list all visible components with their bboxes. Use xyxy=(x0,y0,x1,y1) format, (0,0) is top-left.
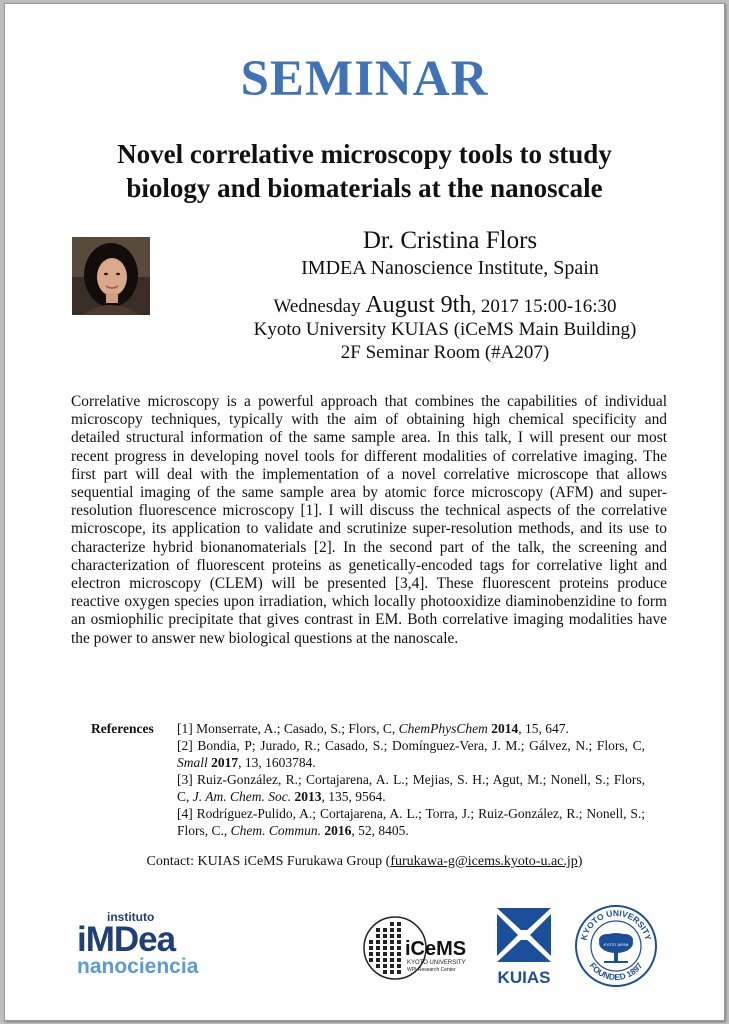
speaker-portrait-image xyxy=(72,237,150,315)
icems-logo-dot xyxy=(390,928,394,932)
imdea-logo-sub: nanociencia xyxy=(77,955,199,978)
icems-logo-dot xyxy=(376,964,380,968)
kuias-logo xyxy=(489,906,559,988)
icems-logo-dot xyxy=(383,946,387,950)
icems-logo-dot xyxy=(369,946,373,950)
speaker-photo xyxy=(72,237,150,315)
references-label: References xyxy=(91,721,154,736)
speaker-name: Dr. Cristina Flors xyxy=(362,227,538,254)
room: 2F Seminar Room (#A207) xyxy=(340,342,550,363)
icems-logo-dot xyxy=(369,958,373,962)
icems-logo-name: iCeMS xyxy=(405,938,467,960)
icems-logo-dot xyxy=(390,940,394,944)
icems-logo-dot xyxy=(390,934,394,938)
kuias-logo-name: KUIAS xyxy=(497,968,551,987)
abstract-text: Correlative microscopy is a powerful approach that combines the capabilities of individual microscopy techniques, typically with the aim of obtaining high chemical specificity and detailed structural information of the same sample area. In this talk, I will present our most recent progress in developing novel tools for different modalities of correlative imaging. The first part will deal with the implementation of a novel correlative microscope that allows sequential imaging of the same sample area by atomic force microscopy (AFM) and super-resolution fluorescence microscopy [1]. I will discuss the technical aspects of the correlative microscope, its application to validate and scrutinize super-resolution methods, and its use to characterize hybrid bionanomaterials [2]. In the second part of the talk, the screening and characterization of fluorescent proteins as genetically-encoded tags for correlative light and electron microscopy (CLEM) will be presented [3,4]. These fluorescent proteins produce reactive oxygen species upon irradiation, which locally photooxidize diaminobenzidine to form an osmiophilic precipitate that gives contrast in EM. Both correlative imaging modalities have the power to answer new biological questions at the nanoscale. xyxy=(71,393,667,647)
icems-logo-dot xyxy=(376,934,380,938)
icems-logo-dot xyxy=(397,934,401,938)
talk-title-line-2: biology and biomaterials at the nanoscale xyxy=(126,173,603,203)
date-line xyxy=(175,294,715,318)
icems-logo-dot xyxy=(397,922,401,926)
references-list xyxy=(177,720,645,839)
icems-logo-dot xyxy=(369,940,373,944)
seal-center: KYOTO JAPAN xyxy=(603,943,629,947)
reference-item: [3] Ruiz-González, R.; Cortajarena, A. L.; Mejias, S. H.; Agut, M.; Nonell, S.; Flors, C, J. Am. Chem. Soc. 2013, 135, 9564. xyxy=(177,772,645,804)
speaker-institute: IMDEA Nanoscience Institute, Spain xyxy=(301,257,599,279)
icems-logo-dot xyxy=(390,958,394,962)
icems-logo-dot xyxy=(383,928,387,932)
icems-logo-dot xyxy=(383,952,387,956)
imdea-logo-top: instituto xyxy=(107,910,155,924)
icems-logo-dot xyxy=(397,928,401,932)
icems-logo-dot xyxy=(376,928,380,932)
icems-logo-dot xyxy=(397,958,401,962)
poster-title: SEMINAR xyxy=(240,51,489,107)
icems-logo-dot xyxy=(397,970,401,974)
icems-logo-dot xyxy=(376,958,380,962)
contact-line: Contact: KUIAS iCeMS Furukawa Group (furukawa-g@icems.kyoto-u.ac.jp) xyxy=(146,854,583,869)
icems-logo-dot xyxy=(383,940,387,944)
kyoto-university-seal xyxy=(574,904,658,988)
reference-item: [2] Bondia, P; Jurado, R.; Casado, S.; Domínguez-Vera, J. M.; Gálvez, N.; Flors, C, Small 2017, 13, 1603784. xyxy=(177,738,645,770)
year-time: , 2017 15:00-16:30 xyxy=(471,296,617,317)
seal-ring-top: KYOTO UNIVERSITY xyxy=(578,907,654,942)
imdea-logo-main-b: Dea xyxy=(113,920,176,959)
imdea-logo-main-a: iM xyxy=(77,920,114,959)
icems-logo xyxy=(361,910,471,990)
reference-item: [1] Monserrate, A.; Casado, S.; Flors, C, ChemPhysChem 2014, 15, 647. xyxy=(177,721,569,736)
icems-logo-dot xyxy=(376,946,380,950)
imdea-logo xyxy=(77,910,227,978)
contact-email-link[interactable]: furukawa-g@icems.kyoto-u.ac.jp xyxy=(390,854,578,869)
seal-ring-bottom: FOUNDED 1897 xyxy=(587,960,645,983)
icems-logo-dot xyxy=(390,922,394,926)
icems-logo-dot xyxy=(383,964,387,968)
icems-logo-dot xyxy=(376,940,380,944)
talk-title xyxy=(25,137,704,205)
icems-logo-dot xyxy=(376,952,380,956)
icems-logo-dot xyxy=(397,952,401,956)
talk-title-line-1: Novel correlative microscopy tools to study xyxy=(117,139,612,169)
seminar-poster xyxy=(4,3,725,1021)
event-date: August 9th xyxy=(365,292,472,318)
icems-logo-dot xyxy=(390,946,394,950)
icems-logo-dot xyxy=(390,952,394,956)
weekday: Wednesday xyxy=(273,296,361,317)
icems-logo-dot xyxy=(390,970,394,974)
icems-logo-dot xyxy=(383,970,387,974)
icems-logo-dot xyxy=(390,964,394,968)
svg-text:iMDea xyxy=(77,920,177,959)
icems-logo-dot xyxy=(383,958,387,962)
icems-logo-dot xyxy=(397,964,401,968)
icems-logo-sub-2: WPI Research Center xyxy=(407,967,456,973)
icems-logo-dot xyxy=(397,940,401,944)
icems-logo-dot xyxy=(383,934,387,938)
venue: Kyoto University KUIAS (iCeMS Main Building) xyxy=(253,319,637,340)
icems-logo-dot xyxy=(397,946,401,950)
schedule xyxy=(175,294,715,364)
icems-logo-dot xyxy=(369,952,373,956)
reference-item: [4] Rodríguez-Pulido, A.; Cortajarena, A. L.; Torra, J.; Ruiz-González, R.; Nonell, S.; Flors, C., Chem. Commun. 2016, 52, 8405. xyxy=(177,806,645,838)
icems-logo-sub-1: KYOTO UNIVERSITY xyxy=(407,960,466,966)
